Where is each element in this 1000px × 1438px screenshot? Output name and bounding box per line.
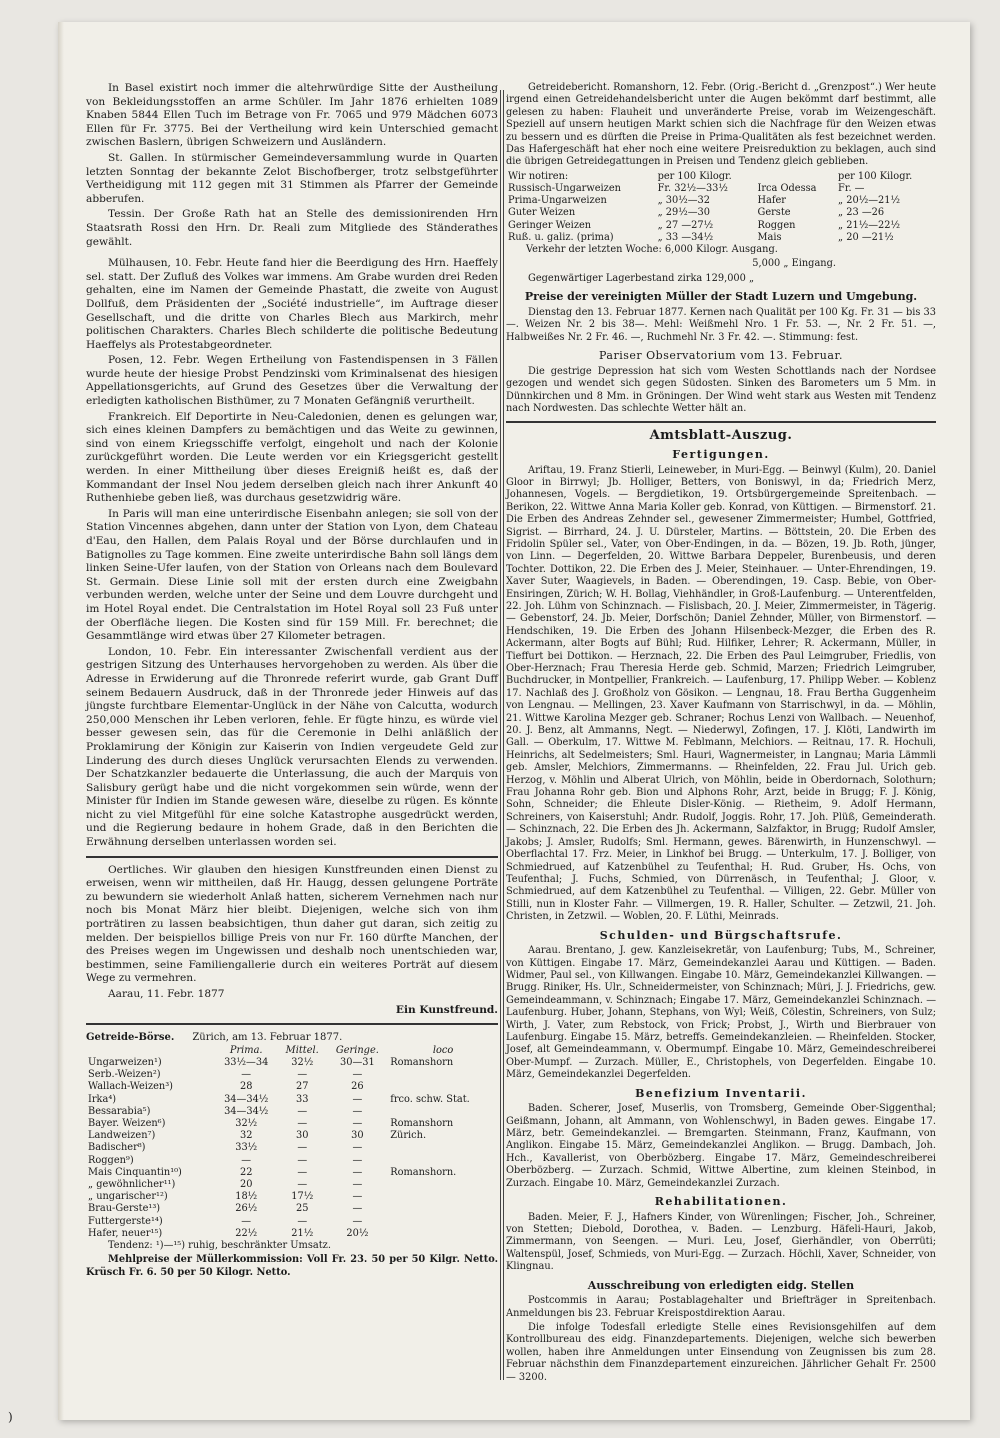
loco-place xyxy=(388,1203,498,1215)
price-cell: 33½—34 xyxy=(224,1056,269,1068)
getreide-boerse xyxy=(86,1031,498,1279)
commodity-name: Hafer, neuer¹⁵) xyxy=(88,1227,163,1239)
boerse-dateline: Zürich, am 13. Februar 1877. xyxy=(192,1032,343,1044)
benefizium-text: Baden. Scherer, Josef, Muserlis, von Tromsberg, Gemeinde Ober-Siggenthal; Geißmann, Johann, alt Ammann, von Wohlenschwyl, in Baden gewes. Eingabe 17. März, betr. Gemeindekanzlei. — Bremgarten. Steinmann, Franz, Kaufmann, von Anglikon. Eingabe 15. März, Gemeindekanzlei Anglikon. — Brugg. Dambach, Joh. Hch., Kavallerist, von Oberbözberg. Eingabe 17. März, Gemeindeschreiberei Oberbözberg. — Zurzach. Schmid, Wittwe Albertine, zum kleinen Steinbod, in Zurzach. Eingabe 10. März, Gemeindekanzlei Zurzach. xyxy=(506,1103,936,1189)
price-cell: — xyxy=(352,1142,363,1154)
loco-place: Zürich. xyxy=(390,1130,427,1142)
article-st-gallen: St. Gallen. In stürmischer Gemeindeversammlung wurde in Quarten letzten Sonntag der bekannte Zelot Bischofberger, trotz selbstgeführter Vertheidigung mit 112 gegen mit 31 Stimmen als Pfarrer der Gemeinde abberufen. xyxy=(86,151,498,205)
boerse-heading: Getreide-Börse. xyxy=(86,1032,175,1044)
price-cell: — xyxy=(352,1166,363,1178)
column-header: Prima. xyxy=(229,1044,263,1056)
ausschreibung-text: Postcommis in Aarau; Postablagehalter und Briefträger in Spreitenbach. Anmeldungen bis 23. Februar Kreispostdirektion Aarau. xyxy=(506,1295,936,1319)
price-cell: 32½ xyxy=(235,1118,258,1129)
price-cell: 32 xyxy=(239,1130,253,1142)
column-divider xyxy=(500,90,501,1380)
notiren-table xyxy=(506,171,936,244)
price-cell: — xyxy=(352,1093,363,1105)
loco-place: Romanshorn xyxy=(390,1056,454,1068)
boerse-mehlpreise: Mehlpreise der Müllerkommission: Voll Fr. 23. 50 per 50 Kilgr. Netto. Krüsch Fr. 6. 50 per 50 Kilogr. Netto. xyxy=(86,1254,498,1278)
loco-place xyxy=(388,1155,498,1167)
column-header: Mittel. xyxy=(285,1044,319,1056)
commodity-name: Landweizen⁷) xyxy=(88,1130,156,1142)
price-cell: 34—34½ xyxy=(224,1105,269,1117)
price-cell: 30—31 xyxy=(340,1056,375,1068)
getreidebericht: Getreidebericht. Romanshorn, 12. Febr. (Orig.-Bericht d. „Grenzpost“.) Wer heute irgend einen Getreidehandelsbericht unter die Augen bekömmt darf bestimmt, alle gelesen zu haben: Flauheit und unveränderte Preise, vorab im Weizengeschäft. Speziell auf unsern heutigen Markt schien sich die Nachfrage für den Weizen etwas zu bessern und es dürften die Preise in Prima-Qualitäten als fest bezeichnet werden. Das Hafergeschäft hat eher noch eine weitere Preisreduktion zu beklagen, auch sind die übrigen Getreidegattungen in Preisen und Tendenz gleich geblieben. xyxy=(506,82,936,168)
price-cell: — xyxy=(297,1069,308,1081)
price-cell: 33 xyxy=(295,1093,309,1105)
boerse-row xyxy=(86,1167,498,1179)
notiren-unit: per 100 Kilogr. xyxy=(657,170,732,182)
loco-place xyxy=(388,1081,498,1093)
price-cell: — xyxy=(241,1215,252,1227)
price-cell: — xyxy=(352,1105,363,1117)
notiren-row xyxy=(506,220,936,232)
footer-mark: ) xyxy=(8,1410,13,1424)
boerse-row xyxy=(86,1216,498,1228)
article-paris: In Paris will man eine unterirdische Eisenbahn anlegen; sie soll von der Station Vincennes abgehen, dann unter der Station von Lyon, dem Chateau d'Eau, den Hallen, dem Palais Royal und der Börse durchlaufen und in Batignolles zu Tage kommen. Eine zweite unterirdische Bahn soll längs dem linken Seine-Ufer laufen, von der Station von Orleans nach dem Boulevard St. Germain. Diese Linie soll mit der ersten durch eine Zweigbahn verbunden werden, welche unter der Seine und dem Louvre durchgeht und im Hotel Royal endet. Die Centralstation im Hotel Royal soll 23 Fuß unter der Oberfläche liegen. Die Kosten sind für 159 Mill. Fr. berechnet; die Gesammtlänge wird etwas über 27 Kilometer betragen. xyxy=(86,507,498,643)
loco-place xyxy=(388,1069,498,1081)
commodity-name: Roggen⁹) xyxy=(88,1154,134,1166)
price-cell: 22½ xyxy=(235,1227,258,1239)
article-basel: In Basel existirt noch immer die altehrwürdige Sitte der Austheilung von Bekleidungsstoffen an arme Schüler. Im Jahr 1876 erhielten 1089 Knaben 5844 Ellen Tuch im Betrage von Fr. 7065 und 979 Mädchen 6073 Ellen für Fr. 3775. Bei der Vertheilung wird kein Unterschied gemacht zwischen Baslern, übrigen Schweizern und Ausländern. xyxy=(86,82,498,149)
article-posen: Posen, 12. Febr. Wegen Ertheilung von Fastendispensen in 3 Fällen wurde heute der hiesige Probst Pendzinski vom Kriminalsenat des hiesigen Appellationsgerichts, auf Grund des Gesetzes über die Verwaltung der erledigten katholischen Bisthümer, zu 7 Monaten Gefängniß verurtheilt. xyxy=(86,354,498,408)
rehabilitationen-heading: Rehabilitationen. xyxy=(654,1195,788,1209)
boerse-row xyxy=(86,1069,498,1081)
price-cell: „ 23 —26 xyxy=(838,207,885,219)
left-column xyxy=(86,82,498,1281)
price-cell: „ 33 —34½ xyxy=(657,231,714,243)
loco-place xyxy=(388,1142,498,1154)
commodity-name: Bayer. Weizen⁶) xyxy=(88,1118,166,1129)
price-cell: — xyxy=(241,1154,252,1166)
preise-text: Dienstag den 13. Februar 1877. Kernen nach Qualität per 100 Kg. Fr. 31 — bis 33—. Weizen Nr. 2 bis 38—. Mehl: Weißmehl Nro. 1 Fr. 53. —, Nr. 2 Fr. 51. —, Halbweißes Nr. 2 Fr. 46. —, Ruchmehl Nr. 3 Fr. 42. —. Stimmung: fest. xyxy=(506,306,936,343)
notiren-unit: per 100 Kilogr. xyxy=(838,170,913,182)
grain-name: Irca Odessa xyxy=(757,183,817,195)
grain-name: Prima-Ungarweizen xyxy=(508,195,607,207)
price-cell: 30 xyxy=(295,1130,309,1142)
price-cell: 22 xyxy=(239,1166,253,1178)
price-cell: 30 xyxy=(351,1130,364,1142)
price-cell: 26 xyxy=(351,1081,364,1093)
loco-place: Romanshorn xyxy=(390,1118,454,1129)
grain-name: Russisch-Ungarweizen xyxy=(508,183,621,195)
boerse-row xyxy=(86,1130,498,1142)
preise-heading: Preise der vereinigten Müller der Stadt Luzern und Umgebung. xyxy=(524,290,918,304)
schulden-text: Aarau. Brentano, J. gew. Kanzleisekretär, von Laufenburg; Tubs, M., Schreiner, von Küttigen. Eingabe 17. März, Gemeindekanzlei Aarau und Küttigen. — Baden. Widmer, Paul sel., von Killwangen. Eingabe 10. März, Gemeindekanzlei Killwangen. — Brugg. Riniker, Hs. Ulr., Schneidermeister, von Schinznach; Müri, J. J. Friedrichs, gew. Gemeindeammann, v. Schinznach; Eingabe 17. März, Gemeindekanzlei Schinznach. — Laufenburg. Huber, Johann, Stephans, von Wyl; Weiß, Cölestin, Schreiners, von Sulz; Wirth, J. Vater, zum Rebstock, von Frick; Probst, J., Wirth und Bierbrauer von Laufenburg. Eingabe 15. März, betreffs. Gemeindekanzleien. — Rheinfelden. Stocker, Josef, alt Gemeindeammann, v. Obermumpf. Eingabe 10. März, Gemeindeschreiberei Ober-Mumpf. — Zurzach. Müller, E., Christophels, von Degerfelden. Eingabe 10. März, Gemeindekanzlei Degerfelden. xyxy=(506,945,936,1081)
grain-name: Roggen xyxy=(757,219,796,231)
price-cell: — xyxy=(297,1154,308,1166)
price-cell: „ 30½—32 xyxy=(657,195,710,207)
fertigungen-heading: Fertigungen. xyxy=(672,447,770,461)
boerse-header-row xyxy=(86,1045,498,1057)
boerse-tendenz: Tendenz: ¹)—¹⁵) ruhig, beschränkter Umsatz. xyxy=(108,1240,331,1252)
article-oertliches: Oertliches. Wir glauben den hiesigen Kunstfreunden einen Dienst zu erweisen, wenn wir mittheilen, daß Hr. Haugg, dessen gelungene Porträte zu bewundern sie wiederholt Anlaß hatten, sicherem Vernehmen nach nur noch bis Monat März hier bleibt. Diejenigen, welche sich von ihm porträtiren zu lassen beabsichtigen, thun daher gut daran, sich zeitig zu melden. Der beispiellos billige Preis von nur Fr. 160 dürfte Manchen, der des Preises wegen im Ungewissen und deshalb noch unentschieden war, bestimmen, seine Familiengallerie durch ein weiteres Porträt auf diesem Wege zu vermehren. xyxy=(86,863,498,985)
signature: Ein Kunstfreund. xyxy=(395,1003,498,1016)
article-london: London, 10. Febr. Ein interessanter Zwischenfall verdient aus der gestrigen Sitzung des Unterhauses hervorgehoben zu werden. Als über die Adresse in Erwiderung auf die Thronrede referirt wurde, gab Grant Duff seinem Bedauern Ausdruck, daß in der Thronrede jeder Hinweis auf das jüngste furchtbare Elementar-Unglück in der Nähe von Calcutta, wodurch 250,000 Menschen ihr Leben verloren, fehle. Er fügte hinzu, es würde viel besser gewesen sein, das für die Ceremonie in Delhi anläßlich der Proklamirung der Königin zur Kaiserin von Indien vergeudete Geld zur Linderung des durch dieses Unglück verursachten Elends zu verwenden. Der Schatzkanzler bedauerte die Unterlassung, die auch der Marquis von Salisbury gerügt habe und die nicht vorgekommen sein würde, wenn der Minister für Indien im Stande gewesen wäre, dieselbe zu rügen. Es könnte nicht zu viel Mitgefühl für eine solche Katastrophe ausgedrückt werden, und die Regierung bedaure in hohem Grade, daß in den Berichten die Erwähnung derselben unterlassen worden sei. xyxy=(86,645,498,849)
rehabilitationen-text: Baden. Meier, F. J., Hafners Kinder, von Würenlingen; Fischer, Joh., Schreiner, von Stetten; Diebold, Dorothea, v. Baden. — Lenzburg. Häfeli-Hauri, Jakob, Zimmermann, von Seengen. — Muri. Leu, Josef, Gierhändler, von Oberrüti; Waltenspül, Josef, Schmieds, von Muri-Egg. — Zurzach. Höchli, Xaver, Schneider, von Klingnau. xyxy=(506,1211,936,1273)
price-cell: — xyxy=(352,1179,363,1191)
boerse-row xyxy=(86,1155,498,1167)
grain-name: Geringer Weizen xyxy=(508,219,592,231)
boerse-row xyxy=(86,1142,498,1154)
article-muelhausen: Mülhausen, 10. Febr. Heute fand hier die Beerdigung des Hrn. Haeffely sel. statt. Der Zufluß des Volkes war immens. Am Grabe wurden drei Reden gehalten, eine im Namen der Gemeinde Phastatt, die zweite von August Dollfuß, dem Präsidenten der „Société industrielle“, im Auftrage dieser Gesellschaft, und die dritte von Charles Blech aus Markirch, mehr politischen Charakters. Charles Blech schilderte die politische Bedeutung Haeffelys als Protestabgeordneter. xyxy=(86,257,498,351)
commodity-name: „ gewöhnlicher¹¹) xyxy=(88,1179,176,1191)
notiren-row xyxy=(506,195,936,207)
price-cell: 20 xyxy=(239,1179,253,1191)
commodity-name: Badischer⁸) xyxy=(88,1142,146,1154)
observatorium-heading: Pariser Observatorium vom 13. Februar. xyxy=(598,349,843,363)
price-cell: — xyxy=(352,1191,363,1203)
price-cell: Fr. — xyxy=(838,183,865,195)
loco-place xyxy=(388,1191,498,1203)
column-divider xyxy=(503,90,504,1380)
newspaper-page xyxy=(58,22,970,1420)
boerse-table xyxy=(86,1045,498,1240)
price-cell: — xyxy=(297,1142,308,1154)
amtsblatt-heading: Amtsblatt-Auszug. xyxy=(649,428,793,444)
benefizium-heading: Benefizium Inventarii. xyxy=(635,1086,807,1100)
boerse-row xyxy=(86,1106,498,1118)
commodity-name: „ ungarischer¹²) xyxy=(88,1191,168,1203)
price-cell: — xyxy=(297,1179,308,1191)
price-cell: 20½ xyxy=(346,1227,369,1239)
price-cell: 33½ xyxy=(235,1142,258,1154)
place-date: Aarau, 11. Febr. 1877 xyxy=(108,988,225,1000)
price-cell: 28 xyxy=(239,1081,253,1093)
loco-place xyxy=(388,1216,498,1228)
commodity-name: Bessarabia⁵) xyxy=(88,1105,151,1117)
ausschreibung-text: Die infolge Todesfall erledigte Stelle eines Revisionsgehilfen auf dem Kontrollbureau des eidg. Finanzdepartements. Diejenigen, welche sich bewerben wollen, haben ihre Anmeldungen unter Einsendung von Zeugnissen bis zum 28. Februar nächsthin dem Finanzdepartement einzureichen. Jährlicher Gehalt Fr. 2500 — 3200. xyxy=(506,1322,936,1383)
commodity-name: Irka⁴) xyxy=(88,1093,117,1105)
section-rule xyxy=(86,856,498,858)
page-edge xyxy=(58,22,64,1420)
commodity-name: Wallach-Weizen³) xyxy=(88,1081,173,1093)
price-cell: — xyxy=(297,1105,308,1117)
notiren-row xyxy=(506,183,936,195)
ausschreibung-heading: Ausschreibung von erledigten eidg. Stellen xyxy=(587,1278,855,1292)
verkehr-line: Verkehr der letzten Woche: 6,000 Kilogr. Ausgang. xyxy=(526,244,778,256)
commodity-name: Serb.-Weizen²) xyxy=(88,1069,161,1081)
boerse-row xyxy=(86,1228,498,1240)
observatorium-text: Die gestrige Depression hat sich vom Westen Schottlands nach der Nordsee gezogen und wendet sich gegen Südosten. Sinken des Barometers um 5 Mm. in Dünnkirchen und 8 Mm. in Gröningen. Der Wind weht stark aus Westen mit Tendenz nach Nordwesten. Das schlechte Wetter hält an. xyxy=(506,365,936,414)
price-cell: — xyxy=(352,1215,363,1227)
boerse-row xyxy=(86,1203,498,1215)
boerse-row xyxy=(86,1081,498,1093)
right-column xyxy=(506,82,936,1386)
price-cell: 17½ xyxy=(291,1191,314,1203)
price-cell: 25 xyxy=(295,1203,309,1215)
price-cell: — xyxy=(297,1215,308,1227)
price-cell: — xyxy=(352,1118,363,1129)
price-cell: 34—34½ xyxy=(224,1093,269,1105)
loco-place xyxy=(388,1179,498,1191)
notiren-row xyxy=(506,232,936,244)
section-rule xyxy=(506,421,936,423)
boerse-body xyxy=(86,1057,498,1240)
price-cell: 21½ xyxy=(291,1227,314,1239)
commodity-name: Mais Cinquantin¹⁰) xyxy=(88,1166,182,1178)
grain-name: Hafer xyxy=(757,195,786,207)
commodity-name: Ungarweizen¹) xyxy=(88,1056,162,1068)
fertigungen-text: Ariftau, 19. Franz Stierli, Leineweber, in Muri-Egg. — Beinwyl (Kulm), 20. Daniel Gloor in Birrwyl; Jb. Holliger, Betters, von Boniswyl, in da; Friedrich Merz, Johannesen, Vogels. — Bergdietikon, 19. Ortsbürgergemeinde Spreitenbach. — Berikon, 22. Wittwe Anna Maria Koller geb. Konrad, von Küttigen. — Birmenstorf. 21. Die Erben des Andreas Zehnder sel., gewesener Zimmermeister; Humbel, Gottfried, Sigrist. — Birrhard, 24. J. U. Dürsteler, Martins. — Böttstein, 20. Die Erben des Fridolin Spüler sel., Vater, von Ober-Endingen, in da. — Bözen, 19. Jb. Roth, jünger, von Linn. — Degerfelden, 20. Wittwe Barbara Deppeler, Burenbeusis, und deren Tochter. Dottikon, 22. Die Erben des J. Meier, Steinhauer. — Unter-Ehrendingen, 19. Xaver Suter, Waagievels, in Baden. — Oberendingen, 19. Casp. Bebie, von Ober-Ensiringen, Zürich; W. H. Bollag, Viehhändler, in Groß-Laufenburg. — Unterentfelden, 22. Joh. Lühm von Schinznach. — Fislisbach, 20. J. Meier, Zimmermeister, in Tägerig. — Gebenstorf, 24. Jb. Meier, Dorfschön; Daniel Zehnder, Müller, von Birmenstorf. — Hendschiken, 19. Die Erben des Johann Hilsenbeck-Mezger, die Erben des R. Ackermann, alter Bogts auf Bühl; Rud. Hilfiker, Lehrer; R. Ackermann, Müller, in Tieffurt bei Dottikon. — Herznach, 22. Die Erben des Paul Leimgruber, Friedlis, von Ober-Herznach; Frau Theresia Herde geb. Schmid, Marzen; Friedrich Leimgruber, Buchdrucker, in Montpellier, Frankreich. — Laufenburg, 17. Philipp Weber. — Koblenz 17. Nachlaß des J. Großholz von Gösikon. — Lengnau, 18. Frau Bertha Guggenheim von Lengnau. — Mellingen, 23. Xaver Kaufmann von Starrischwyl, in da. — Möhlin, 21. Wittwe Karolina Mezger geb. Schraner; Rochus Lenzi von Wallbach. — Neuenhof, 20. J. Benz, alt Ammanns, Negt. — Niederwyl, Zofingen, 17. J. Klöti, Landwirth im Gall. — Oberkulm, 17. Wittwe M. Feblmann, Melchiors. — Reitnau, 17. R. Hochuli, Heinrichs, alt Sedelmeisters; Sml. Hauri, Wagnermeister, in Langnau; Maria Lämmli geb. Amsler, Melchiors, Zimmermanns. — Rheinfelden, 22. Frau Jul. Urich geb. Herzog, v. Möhlin und Alberat Ulrich, von Möhlin, beide in Oberdornach, Solothurn; Frau Johanna Rohr geb. Bion und Alphons Rohr, Arzt, beide in Brugg; F. J. König, Sohn, Schneider; die Ehleute Disler-König. — Rietheim, 9. Adolf Hermann, Schreiners, von Kaiserstuhl; Andr. Rudolf, Joggis. Rohr, 17. Joh. Plüß, Gemeinderath. — Schinznach, 22. Die Erben des Jh. Ackermann, Salzfaktor, in Brugg; Rudolf Amsler, Jakobs; J. Amsler, Rudolfs; Sml. Hermann, gewes. Bärenwirth, in Hunzenschwyl. — Oberflachtal 17. Frz. Meier, in Linkhof bei Brugg. — Unterkulm, 17. J. Bolliger, von Schmiedrued, auf Katzenbühel zu Teufenthal; H. Rud. Gruber, Hs. Ochs, von Teufenthal; J. Fuchs, Schmied, von Dürrenäsch, in Teufenthal; J. Gloor, v. Schmiedrued, auf dem Katzenbühel zu Teufenthal. — Villigen, 22. Gebr. Müller von Stilli, nun in Kloster Fahr. — Villmergen, 19. R. Haller, Schulter. — Zetzwil, 21. Joh. Christen, in Zetzwil. — Woblen, 20. F. Lüthi, Meinrads. xyxy=(506,464,936,923)
price-cell: — xyxy=(241,1069,252,1081)
price-cell: 18½ xyxy=(235,1191,258,1203)
verkehr-line: Gegenwärtiger Lagerbestand zirka 129,000 „ xyxy=(528,272,755,284)
grain-name: Mais xyxy=(757,231,782,243)
boerse-row xyxy=(86,1191,498,1203)
loco-place: frco. schw. Stat. xyxy=(390,1093,470,1105)
price-cell: — xyxy=(352,1154,363,1166)
notiren-header-row xyxy=(506,171,936,183)
price-cell: 32½ xyxy=(291,1056,314,1068)
price-cell: — xyxy=(352,1069,363,1081)
commodity-name: Futtergerste¹⁴) xyxy=(88,1215,163,1227)
grain-name: Ruß. u. galiz. (prima) xyxy=(508,231,614,243)
loco-place xyxy=(388,1106,498,1118)
boerse-row xyxy=(86,1057,498,1069)
article-frankreich: Frankreich. Elf Deportirte in Neu-Caledonien, denen es gelungen war, sich eines kleinen Dampfers zu bemächtigen und das Weite zu gewinnen, sind von einem Kriegsschiffe verfolgt, eingeholt und nach der Kolonie zurückgeführt worden. Die Leute werden vor ein Kriegsgericht gestellt werden. In einer Mittheilung über dieses Ereigniß heißt es, daß der Kommandant der Insel Nou jedem derselben gleich nach ihrer Ankunft 40 Ruthenhiebe geben ließ, was durchaus gesetzwidrig wäre. xyxy=(86,410,498,505)
price-cell: „ 21½—22½ xyxy=(838,219,900,231)
article-tessin: Tessin. Der Große Rath hat an Stelle des demissionirenden Hrn Staatsrath Rossi den Hrn. Dr. Reali zum Mitgliede des Ständerathes gewählt. xyxy=(86,208,498,248)
notiren-row xyxy=(506,207,936,219)
loco-place: Romanshorn. xyxy=(390,1166,457,1178)
section-rule xyxy=(86,1023,498,1025)
boerse-row xyxy=(86,1118,498,1130)
loco-place xyxy=(388,1228,498,1240)
boerse-row xyxy=(86,1094,498,1106)
price-cell: — xyxy=(297,1118,308,1129)
price-cell: 27 xyxy=(295,1081,309,1093)
price-cell: — xyxy=(297,1166,308,1178)
grain-name: Gerste xyxy=(757,207,791,219)
notiren-body xyxy=(506,183,936,244)
price-cell: Fr. 32½—33½ xyxy=(657,183,728,195)
price-cell: 26½ xyxy=(235,1203,258,1215)
price-cell: „ 20 —21½ xyxy=(838,231,894,243)
price-cell: „ 20½—21½ xyxy=(838,195,900,207)
price-cell: „ 29½—30 xyxy=(657,207,710,219)
price-cell: — xyxy=(352,1203,363,1215)
column-header: Geringe. xyxy=(335,1044,379,1056)
schulden-heading: Schulden- und Bürgschaftsrufe. xyxy=(599,928,843,942)
column-header: loco xyxy=(432,1044,454,1056)
grain-name: Guter Weizen xyxy=(508,207,576,219)
verkehr-line: 5,000 „ Eingang. xyxy=(752,258,836,270)
commodity-name: Brau-Gerste¹³) xyxy=(88,1203,161,1215)
notiren-label: Wir notiren: xyxy=(508,170,569,182)
price-cell: „ 27 —27½ xyxy=(657,219,714,231)
boerse-row xyxy=(86,1179,498,1191)
